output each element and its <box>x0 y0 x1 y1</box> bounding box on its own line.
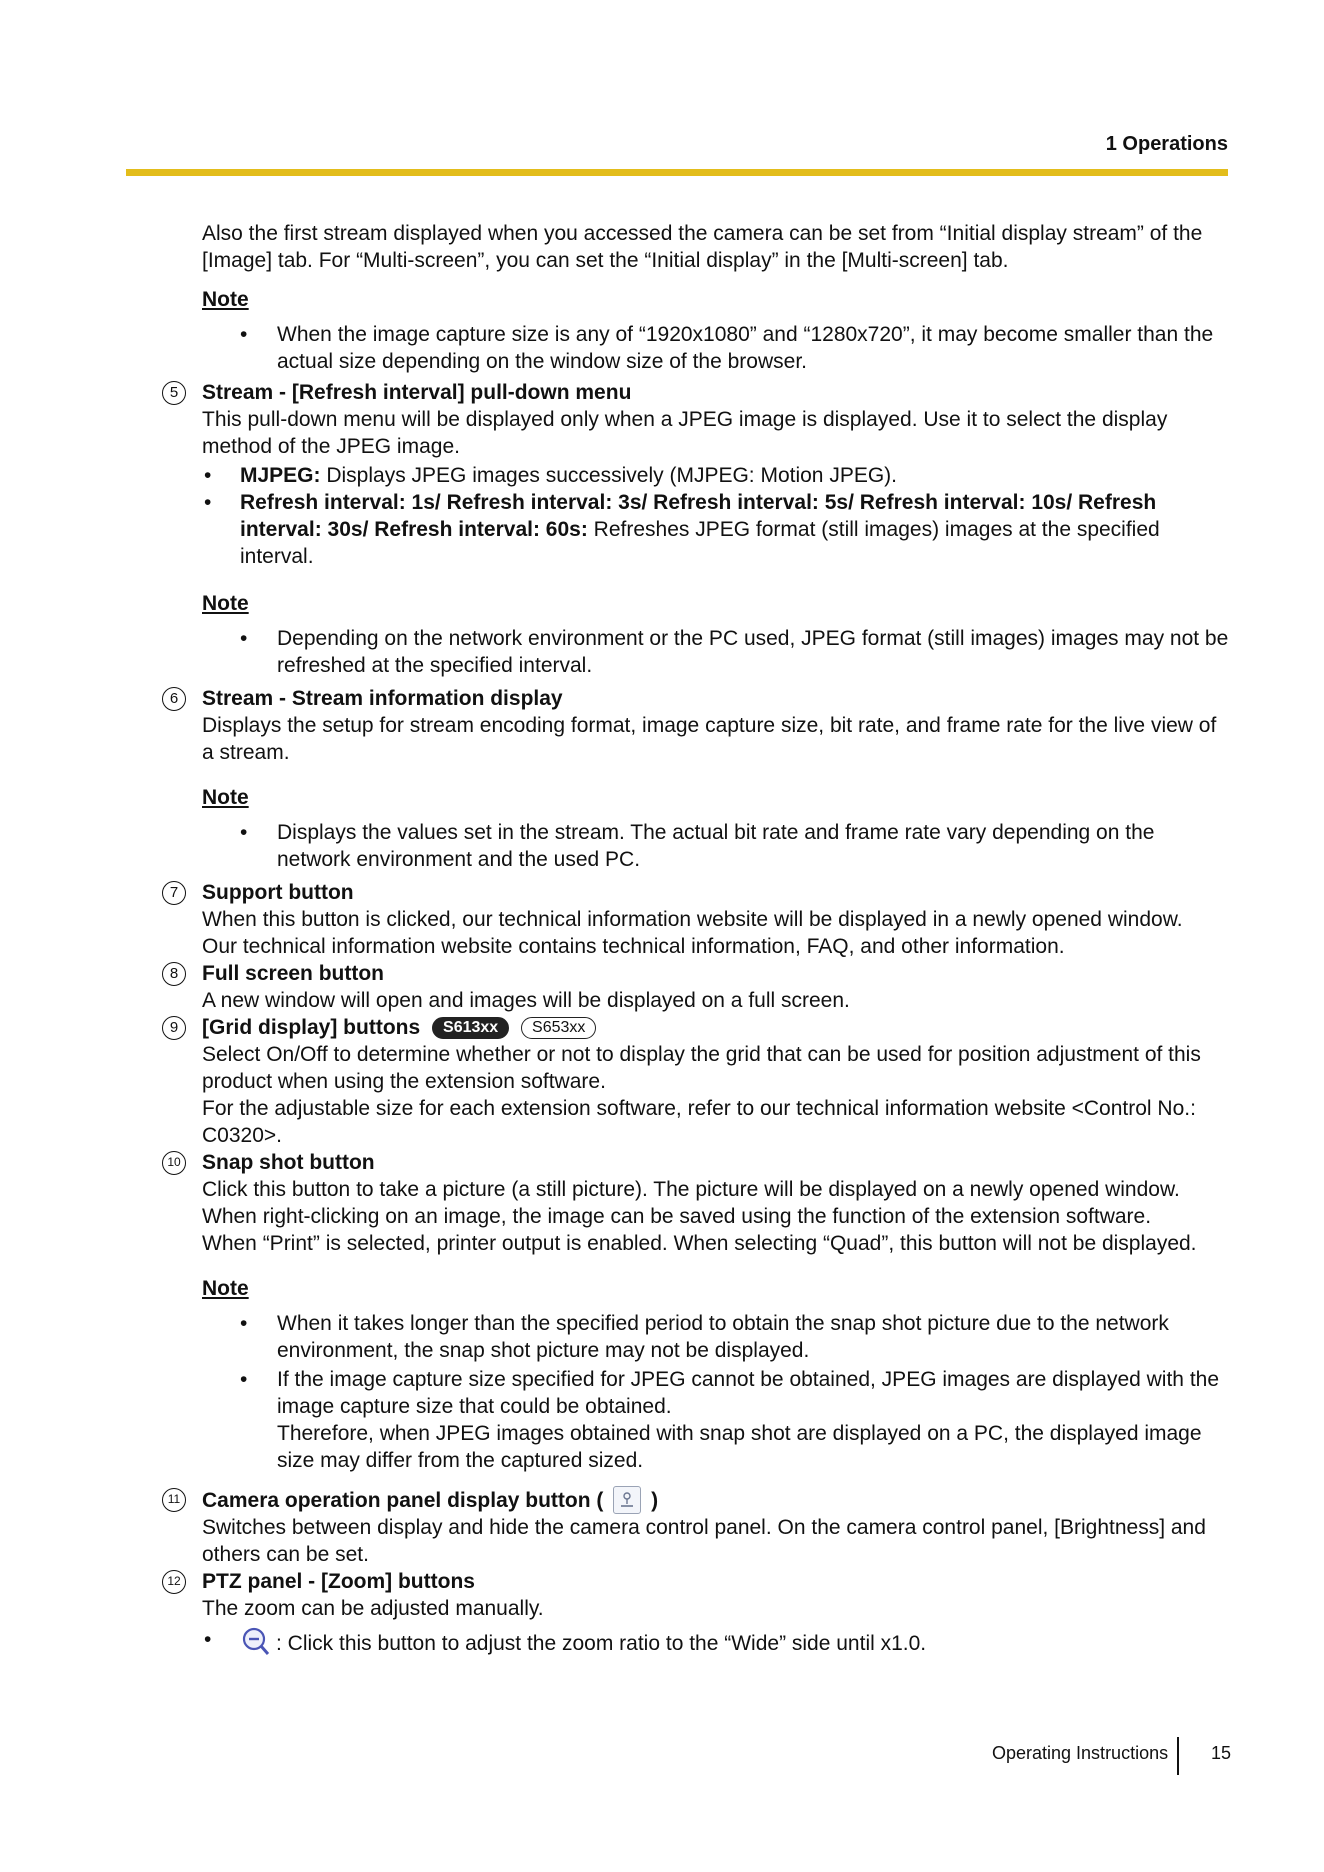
item-number: 12 <box>162 1570 186 1594</box>
item-number: 8 <box>162 962 186 986</box>
item-title: Stream - Stream information display <box>202 687 563 710</box>
bullet-item: • MJPEG: Displays JPEG images successively (MJPEG: Motion JPEG). <box>204 464 898 487</box>
item-number: 9 <box>162 1016 186 1040</box>
item-description: When “Print” is selected, printer output is enabled. When selecting “Quad”, this button will not be displayed. <box>202 1232 1197 1255</box>
item-number: 11 <box>162 1488 186 1512</box>
note-heading: Note <box>202 1277 249 1300</box>
item-title: Camera operation panel display button ( ) <box>202 1486 1230 1514</box>
item-title: Full screen button <box>202 962 385 985</box>
bullet-list <box>202 1626 1230 1658</box>
note-list <box>202 819 1230 873</box>
item-description: The zoom can be adjusted manually. <box>202 1597 544 1620</box>
model-badge-s653xx: S653xx <box>521 1017 596 1039</box>
bullet-item: • : Click this button to adjust the zoom ratio to the “Wide” side until x1.0. <box>202 1626 1230 1658</box>
page-number: 15 <box>1211 1743 1232 1763</box>
chapter-header: 1 Operations <box>1105 133 1228 155</box>
note-item: • Displays the values set in the stream. The actual bit rate and frame rate vary depending on the network environment and the used PC. <box>240 821 1155 871</box>
item-refresh-interval <box>169 379 1230 679</box>
item-number: 6 <box>162 687 186 711</box>
item-support-button <box>169 879 1230 960</box>
item-description: When right-clicking on an image, the image can be saved using the function of the extension software. <box>202 1205 1152 1228</box>
item-snap-shot-button <box>167 1149 1230 1474</box>
item-description: Switches between display and hide the camera control panel. On the camera control panel, [Brightness] and others can be set. <box>202 1516 1206 1566</box>
note-item: • Depending on the network environment or the PC used, JPEG format (still images) images may not be refreshed at the specified interval. <box>240 627 1229 677</box>
note-list <box>202 321 1230 375</box>
note-heading: Note <box>202 786 249 809</box>
item-stream-information <box>169 685 1230 873</box>
item-title: Snap shot button <box>202 1151 375 1174</box>
model-badge-s613xx: S613xx <box>432 1017 509 1039</box>
item-grid-display-buttons <box>169 1014 1230 1149</box>
item-title: Stream - [Refresh interval] pull-down menu <box>202 381 632 404</box>
item-title: [Grid display] buttons S613xx S653xx <box>202 1014 1230 1041</box>
note-heading: Note <box>202 288 249 311</box>
item-number: 7 <box>162 881 186 905</box>
item-description: Our technical information website contains technical information, FAQ, and other information. <box>202 935 1065 958</box>
item-description: Select On/Off to determine whether or not to display the grid that can be used for position adjustment of this product when using the extension software. <box>202 1043 1201 1093</box>
item-full-screen-button <box>169 960 1230 1014</box>
item-camera-operation-panel-button <box>167 1486 1230 1568</box>
item-description: When this button is clicked, our technical information website will be displayed in a newly opened window. <box>202 908 1183 931</box>
note-list <box>202 625 1230 679</box>
header-rule <box>126 169 1228 176</box>
item-number: 10 <box>162 1151 186 1175</box>
zoom-out-icon <box>240 1626 272 1658</box>
item-description: For the adjustable size for each extension software, refer to our technical information website <Control No.: C0320>. <box>202 1097 1196 1147</box>
bullet-list <box>202 462 1230 570</box>
item-description: This pull-down menu will be displayed only when a JPEG image is displayed. Use it to select the display method of the JPEG image. <box>202 408 1168 458</box>
item-title: PTZ panel - [Zoom] buttons <box>202 1570 475 1593</box>
note-item: • When the image capture size is any of “1920x1080” and “1280x720”, it may become smaller than the actual size depending on the window size of the browser. <box>240 323 1214 373</box>
item-number: 5 <box>162 381 186 405</box>
item-title: Support button <box>202 881 354 904</box>
page-content <box>167 220 1230 1658</box>
item-ptz-zoom-buttons <box>167 1568 1230 1658</box>
item-description: A new window will open and images will be displayed on a full screen. <box>202 989 850 1012</box>
note-item: • If the image capture size specified for JPEG cannot be obtained, JPEG images are displayed with the image capture size that could be obtained. Therefore, when JPEG images obtained with snap shot are displayed on a PC, the displayed image size may differ from the captured sized. <box>240 1368 1220 1472</box>
intro-paragraph: Also the first stream displayed when you accessed the camera can be set from “Initial display stream” of the [Image] tab. For “Multi-screen”, you can set the “Initial display” in the [Multi-screen] tab. <box>202 222 1203 272</box>
footer-divider <box>1177 1737 1179 1775</box>
item-description: Displays the setup for stream encoding format, image capture size, bit rate, and frame rate for the live view of a stream. <box>202 714 1217 764</box>
item-description: Click this button to take a picture (a still picture). The picture will be displayed on a newly opened window. <box>202 1178 1180 1201</box>
note-list <box>202 1310 1230 1474</box>
note-item: • When it takes longer than the specified period to obtain the snap shot picture due to the network environment, the snap shot picture may not be displayed. <box>240 1312 1169 1362</box>
note-heading: Note <box>202 592 249 615</box>
bullet-item: • Refresh interval: 1s/ Refresh interval: 3s/ Refresh interval: 5s/ Refresh interval: 10s/ Refresh interval: 30s/ Refresh interval: 60s: Refreshes JPEG format (still images) images at the specified interval. <box>204 491 1160 568</box>
camera-panel-icon <box>613 1486 641 1514</box>
footer-label: Operating Instructions <box>992 1743 1169 1763</box>
